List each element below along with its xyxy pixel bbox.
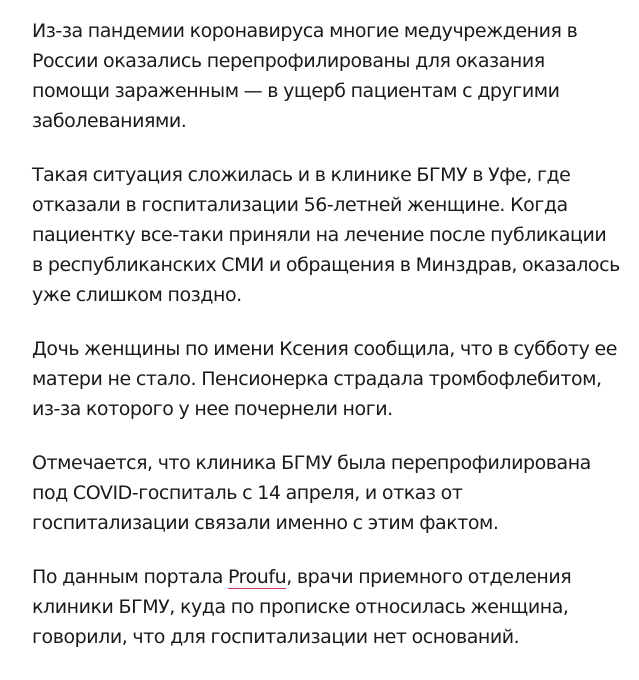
article-body bbox=[32, 16, 622, 676]
paragraph-2: Такая ситуация сложилась и в клинике БГМУ в Уфе, где отказали в госпитализации 56-летней женщине. Когда пациентку все-таки приняли на лечение после публикации в республиканских СМИ и обращения в Минздрав, оказалось уже слишком поздно. bbox=[32, 164, 620, 306]
proufu-link[interactable]: Proufu bbox=[228, 566, 287, 588]
paragraph-3: Дочь женщины по имени Ксения сообщила, что в субботу ее матери не стало. Пенсионерка страдала тромбофлебитом, из-за которого у нее почернели ноги. bbox=[32, 338, 617, 420]
paragraph-5-rest: , врачи приемного отделения клиники БГМУ, куда по прописке относилась женщина, говорили, что для госпитализации нет оснований. bbox=[32, 566, 572, 648]
paragraph-5-lead: По данным портала bbox=[32, 566, 228, 588]
paragraph-1: Из-за пандемии коронавируса многие медучреждения в России оказались перепрофилированы для оказания помощи зараженным — в ущерб пациентам с другими заболеваниями. bbox=[32, 20, 578, 132]
paragraph-5 bbox=[32, 562, 622, 652]
paragraph-4: Отмечается, что клиника БГМУ была перепрофилирована под COVID-госпиталь с 14 апреля, и отказ от госпитализации связали именно с этим фактом. bbox=[32, 452, 591, 534]
